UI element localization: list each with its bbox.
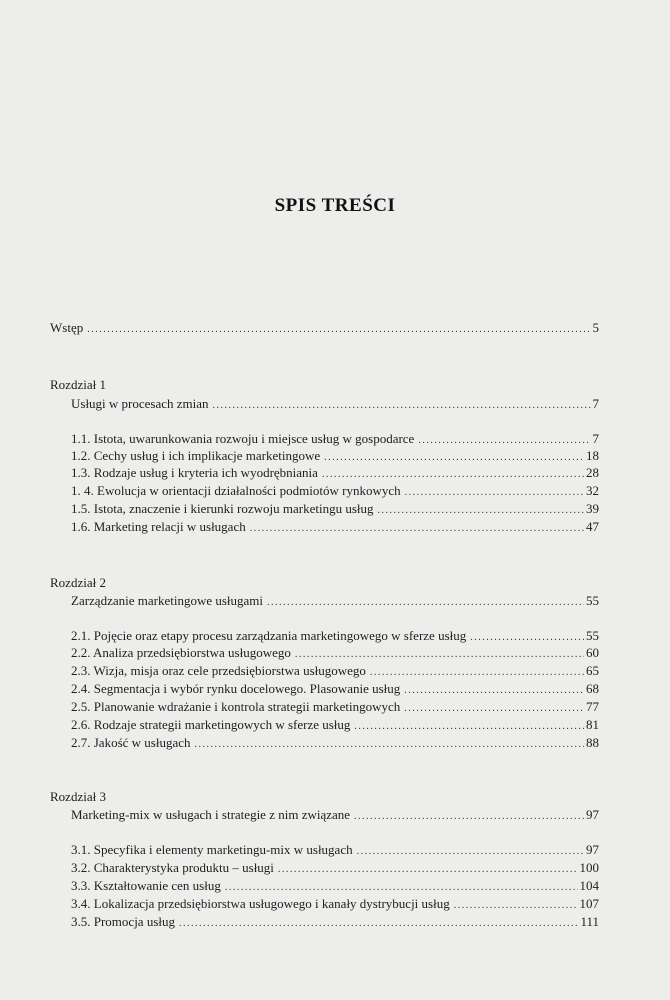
- entry-text: 3.1. Specyfika i elementy marketingu-mix w usługach: [71, 842, 353, 857]
- dot-leader: [405, 484, 584, 501]
- entry-text: 1.3. Rodzaje usług i kryteria ich wyodrębniania: [71, 465, 318, 480]
- entry-page: 32: [586, 483, 599, 498]
- entry-text: Marketing-mix w usługach i strategie z nim związane: [71, 807, 351, 822]
- entry-page: 104: [579, 878, 599, 893]
- section-entry: [71, 841, 599, 860]
- dot-leader: [404, 700, 584, 717]
- entry-page: 88: [586, 735, 599, 750]
- page-title: SPIS TREŚCI: [274, 195, 396, 216]
- entry-text: 2.5. Planowanie wdrażanie i kontrola strategii marketingowych: [71, 699, 401, 714]
- entry-text: 2.1. Pojęcie oraz etapy procesu zarządzania marketingowego w sferze usług: [71, 628, 467, 643]
- dot-leader: [278, 861, 578, 878]
- entry-page: 55: [586, 628, 599, 643]
- chapter-title-entry: [71, 395, 599, 414]
- dot-leader: [250, 520, 584, 537]
- dot-leader: [378, 502, 584, 519]
- chapter-label: Rozdział 3: [50, 789, 106, 804]
- entry-page: 81: [586, 717, 599, 732]
- section-entry: [71, 734, 599, 753]
- entry-page: 5: [592, 320, 599, 335]
- entry-page: 65: [586, 663, 599, 678]
- entry-text: 1.5. Istota, znaczenie i kierunki rozwoju marketingu usług: [71, 501, 374, 516]
- entry-text: Usługi w procesach zmian: [71, 396, 209, 411]
- entry-text: 3.5. Promocja usług: [71, 914, 175, 929]
- chapter-label: Rozdział 1: [50, 377, 106, 392]
- section-entry: [71, 716, 599, 735]
- entry-page: 111: [580, 914, 599, 929]
- section-entry: [71, 482, 599, 501]
- entry-text: 3.2. Charakterystyka produktu – usługi: [71, 860, 274, 875]
- entry-text: 2.2. Analiza przedsiębiorstwa usługowego: [71, 645, 291, 660]
- dot-leader: [322, 466, 584, 483]
- entry-page: 107: [579, 896, 599, 911]
- entry-page: 97: [586, 842, 599, 857]
- entry-page: 60: [586, 645, 599, 660]
- entry-page: 47: [586, 519, 599, 534]
- dot-leader: [370, 664, 584, 681]
- entry-text: 2.3. Wizja, misja oraz cele przedsiębiorstwa usługowego: [71, 663, 366, 678]
- dot-leader: [454, 897, 578, 914]
- section-entry: [71, 859, 599, 878]
- dot-leader: [213, 397, 591, 414]
- entry-page: 97: [586, 807, 599, 822]
- entry-page: 77: [586, 699, 599, 714]
- entry-page: 28: [586, 465, 599, 480]
- chapter-label: Rozdział 2: [50, 575, 106, 590]
- section-entry: [71, 644, 599, 663]
- entry-text: Wstęp: [50, 320, 84, 335]
- entry-text: 3.3. Kształtowanie cen usług: [71, 878, 221, 893]
- entry-page: 7: [592, 396, 599, 411]
- chapter-title-entry: [71, 806, 599, 825]
- entry-text: 1.1. Istota, uwarunkowania rozwoju i miejsce usług w gospodarce: [71, 431, 415, 446]
- entry-text: 2.7. Jakość w usługach: [71, 735, 191, 750]
- dot-leader: [295, 646, 584, 663]
- entry-text: 2.6. Rodzaje strategii marketingowych w sferze usług: [71, 717, 351, 732]
- dot-leader: [354, 718, 584, 735]
- chapter-title-entry: [71, 592, 599, 611]
- section-entry: [71, 913, 599, 932]
- entry-text: 2.4. Segmentacja i wybór rynku docelowego. Plasowanie usług: [71, 681, 401, 696]
- section-entry: [71, 518, 599, 537]
- entry-page: 55: [586, 593, 599, 608]
- section-entry: [71, 500, 599, 519]
- section-entry: [71, 680, 599, 699]
- entry-text: 3.4. Lokalizacja przedsiębiorstwa usługowego i kanały dystrybucji usług: [71, 896, 450, 911]
- entry-text: 1. 4. Ewolucja w orientacji działalności podmiotów rynkowych: [71, 483, 401, 498]
- dot-leader: [225, 879, 578, 896]
- dot-leader: [267, 594, 584, 611]
- dot-leader: [404, 682, 584, 699]
- dot-leader: [87, 321, 590, 338]
- dot-leader: [354, 808, 584, 825]
- section-entry: [71, 877, 599, 896]
- entry-page: 18: [586, 448, 599, 463]
- entry-page: 7: [592, 431, 599, 446]
- section-entry: [71, 895, 599, 914]
- entry-page: 39: [586, 501, 599, 516]
- entry-text: Zarządzanie marketingowe usługami: [71, 593, 264, 608]
- entry-text: 1.6. Marketing relacji w usługach: [71, 519, 246, 534]
- dot-leader: [179, 915, 578, 932]
- dot-leader: [195, 736, 584, 753]
- entry-page: 100: [579, 860, 599, 875]
- section-entry: [71, 464, 599, 483]
- entry-page: 68: [586, 681, 599, 696]
- section-entry: [71, 698, 599, 717]
- section-entry: [71, 662, 599, 681]
- entry-text: 1.2. Cechy usług i ich implikacje marketingowe: [71, 448, 321, 463]
- dot-leader: [357, 843, 584, 860]
- toc-entry-intro: [50, 319, 599, 338]
